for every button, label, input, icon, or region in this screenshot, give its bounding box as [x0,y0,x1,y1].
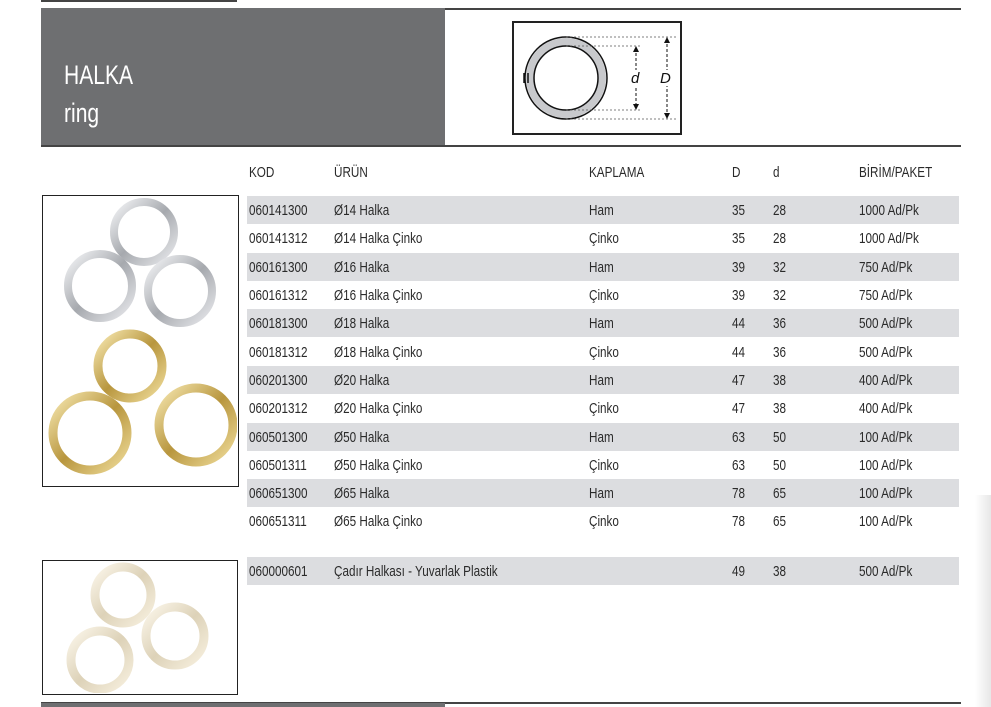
cell-inner-diameter: 32 [773,287,787,304]
column-header-birim-paket: BİRİM/PAKET [859,164,933,181]
cell-kod: 060141312 [249,230,308,247]
cell-outer-diameter: 44 [732,344,746,361]
cell-kod: 060161300 [249,259,308,276]
table-row [247,253,959,281]
column-header-inner-diameter: d [773,164,780,181]
table-row [247,451,959,479]
cell-kod: 060651311 [249,513,307,530]
cell-outer-diameter: 78 [732,513,746,530]
cell-birim-paket: 750 Ad/Pk [859,259,913,276]
cell-kod: 060000601 [249,563,308,580]
cell-kaplama: Ham [589,315,614,332]
cell-birim-paket: 100 Ad/Pk [859,485,913,502]
cell-birim-paket: 1000 Ad/Pk [859,230,919,247]
title-block [41,8,445,147]
cell-urun: Ø65 Halka [334,485,390,502]
table-row [247,423,959,451]
table-row [247,338,959,366]
header-bottom-rule [41,145,961,147]
ring-body [530,42,602,114]
next-section-title-block [41,703,445,707]
section-title: HALKA [64,60,134,90]
table-row [247,557,959,585]
table-row [247,196,959,224]
cell-birim-paket: 500 Ad/Pk [859,344,913,361]
cell-inner-diameter: 36 [773,344,787,361]
cell-outer-diameter: 44 [732,315,746,332]
cell-inner-diameter: 65 [773,485,787,502]
top-rule [41,0,237,2]
cell-kaplama: Çinko [589,513,619,530]
cell-kaplama: Çinko [589,400,619,417]
cell-kaplama: Ham [589,372,614,389]
cell-urun: Ø50 Halka [334,429,390,446]
cell-kod: 060141300 [249,202,308,219]
cell-urun: Ø65 Halka Çinko [334,513,423,530]
cell-kod: 060181312 [249,344,308,361]
cell-birim-paket: 400 Ad/Pk [859,400,913,417]
section-subtitle: ring [64,98,100,128]
cell-outer-diameter: 63 [732,429,746,446]
cell-kod: 060501300 [249,429,308,446]
ring-inner-edge [534,46,598,110]
cell-urun: Ø18 Halka Çinko [334,344,423,361]
table-row [247,281,959,309]
ring-dimension-diagram [512,21,682,135]
cell-urun: Ø50 Halka Çinko [334,457,423,474]
table-header [247,158,959,186]
section-header [41,8,961,147]
cell-outer-diameter: 35 [732,202,746,219]
column-header-urun: ÜRÜN [334,164,368,181]
cell-kod: 060181300 [249,315,308,332]
cell-urun: Ø16 Halka Çinko [334,287,423,304]
column-header-kod: KOD [249,164,275,181]
cell-kaplama: Ham [589,485,614,502]
cell-kaplama: Çinko [589,230,619,247]
table-row [247,309,959,337]
cell-urun: Ø16 Halka [334,259,390,276]
cell-inner-diameter: 50 [773,429,787,446]
cell-inner-diameter: 50 [773,457,787,474]
cell-urun: Ø20 Halka Çinko [334,400,423,417]
cell-outer-diameter: 47 [732,400,746,417]
cell-birim-paket: 100 Ad/Pk [859,513,913,530]
cell-birim-paket: 1000 Ad/Pk [859,202,919,219]
cell-urun: Çadır Halkası - Yuvarlak Plastik [334,563,498,580]
cell-birim-paket: 750 Ad/Pk [859,287,913,304]
cell-inner-diameter: 65 [773,513,787,530]
cell-inner-diameter: 38 [773,372,787,389]
cell-birim-paket: 100 Ad/Pk [859,429,913,446]
cell-inner-diameter: 28 [773,230,787,247]
cell-inner-diameter: 38 [773,563,787,580]
cell-inner-diameter: 28 [773,202,787,219]
table-row [247,507,959,535]
cell-inner-diameter: 38 [773,400,787,417]
table-row [247,366,959,394]
cell-birim-paket: 100 Ad/Pk [859,457,913,474]
column-header-outer-diameter: D [732,164,741,181]
cell-birim-paket: 400 Ad/Pk [859,372,913,389]
cell-kaplama: Ham [589,202,614,219]
cell-kod: 060651300 [249,485,308,502]
page-edge-shadow [975,495,991,707]
cell-outer-diameter: 39 [732,259,746,276]
plastic-rings-photo [42,560,238,695]
inner-diameter-label: d [631,70,640,87]
cell-kaplama: Çinko [589,344,619,361]
cell-urun: Ø14 Halka Çinko [334,230,423,247]
cell-urun: Ø20 Halka [334,372,390,389]
outer-diameter-label: D [660,70,671,87]
cell-kaplama: Çinko [589,287,619,304]
cell-outer-diameter: 39 [732,287,746,304]
cell-urun: Ø18 Halka [334,315,390,332]
cell-kod: 060501311 [249,457,307,474]
cell-outer-diameter: 47 [732,372,746,389]
column-header-kaplama: KAPLAMA [589,164,645,181]
table-row [247,394,959,422]
cell-kaplama: Ham [589,259,614,276]
table-row [247,479,959,507]
cell-outer-diameter: 78 [732,485,746,502]
cell-kod: 060201300 [249,372,308,389]
cell-outer-diameter: 63 [732,457,746,474]
ring-outer-edge [525,37,607,119]
cell-kaplama: Çinko [589,457,619,474]
cell-inner-diameter: 32 [773,259,787,276]
cell-birim-paket: 500 Ad/Pk [859,315,913,332]
cell-birim-paket: 500 Ad/Pk [859,563,913,580]
cell-kod: 060161312 [249,287,308,304]
cell-kaplama: Ham [589,429,614,446]
cell-inner-diameter: 36 [773,315,787,332]
cell-outer-diameter: 35 [732,230,746,247]
metal-rings-photo [42,195,239,487]
table-row [247,224,959,252]
cell-urun: Ø14 Halka [334,202,390,219]
cell-kod: 060201312 [249,400,308,417]
cell-outer-diameter: 49 [732,563,746,580]
